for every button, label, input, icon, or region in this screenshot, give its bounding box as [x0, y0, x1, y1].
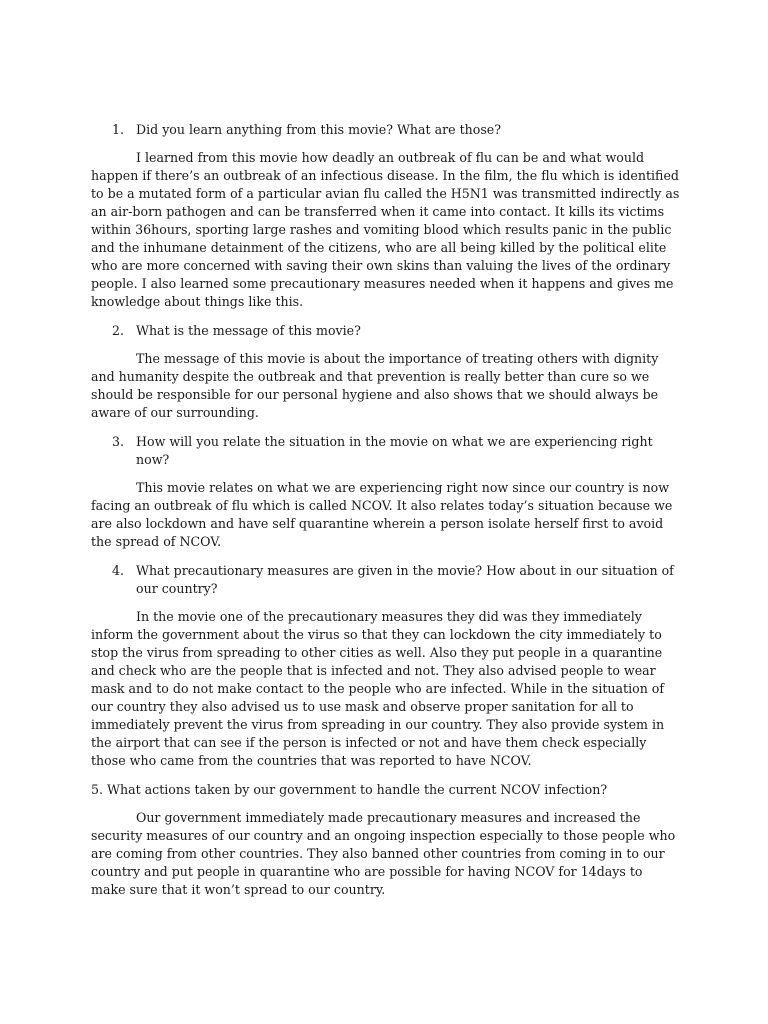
- question-text: How will you relate the situation in the movie on what we are experiencing right now?: [136, 434, 653, 467]
- question-text: What precautionary measures are given in the movie? How about in our situation of our country?: [136, 563, 674, 596]
- question-text: What is the message of this movie?: [136, 323, 361, 338]
- answer-3: This movie relates on what we are experiencing right now since our country is now facing an outbreak of flu which is called NCOV. It also relates today’s situation because we are also lockdown and have self quarantine wherein a person isolate herself first to avoid the spread of NCOV.: [91, 480, 673, 549]
- question-text: Did you learn anything from this movie? What are those?: [136, 122, 502, 137]
- question-number: 4.: [112, 563, 125, 578]
- document-content: [91, 121, 681, 910]
- question-4: [91, 562, 681, 598]
- question-5: 5. What actions taken by our government to handle the current NCOV infection?: [91, 782, 608, 797]
- answer-5: Our government immediately made precautionary measures and increased the security measures of our country and an ongoing inspection especially to those people who are coming from other countries. They also banned other countries from coming in to our country and put people in quarantine who are possible for having NCOV for 14days to make sure that it won’t spread to our country.: [91, 810, 676, 897]
- question-number: 3.: [112, 434, 125, 449]
- question-number: 1.: [112, 122, 125, 137]
- question-2: [91, 322, 681, 340]
- question-1: [91, 121, 681, 139]
- question-3: [91, 433, 681, 469]
- question-number: 2.: [112, 323, 125, 338]
- answer-1: I learned from this movie how deadly an outbreak of flu can be and what would happen if there’s an outbreak of an infectious disease. In the film, the flu which is identified to be a mutated form of a particular avian flu called the H5N1 was transmitted indirectly as an air-born pathogen and can be transferred when it came into contact. It kills its victims within 36hours, sporting large rashes and vomiting blood which results panic in the public and the inhumane detainment of the citizens, who are all being killed by the political elite who are more concerned with saving their own skins than valuing the lives of the ordinary people. I also learned some precautionary measures needed when it happens and gives me knowledge about things like this.: [91, 150, 680, 309]
- answer-2: The message of this movie is about the importance of treating others with dignity and humanity despite the outbreak and that prevention is really better than cure so we should be responsible for our personal hygiene and also shows that we should always be aware of our surrounding.: [91, 351, 659, 420]
- answer-4: In the movie one of the precautionary measures they did was they immediately inform the government about the virus so that they can lockdown the city immediately to stop the virus from spreading to other cities as well. Also they put people in a quarantine and check who are the people that is infected and not. They also advised people to wear mask and to do not make contact to the people who are infected. While in the situation of our country they also advised us to use mask and observe proper sanitation for all to immediately prevent the virus from spreading in our country. They also provide system in the airport that can see if the person is infected or not and have them check especially those who came from the countries that was reported to have NCOV.: [91, 609, 665, 768]
